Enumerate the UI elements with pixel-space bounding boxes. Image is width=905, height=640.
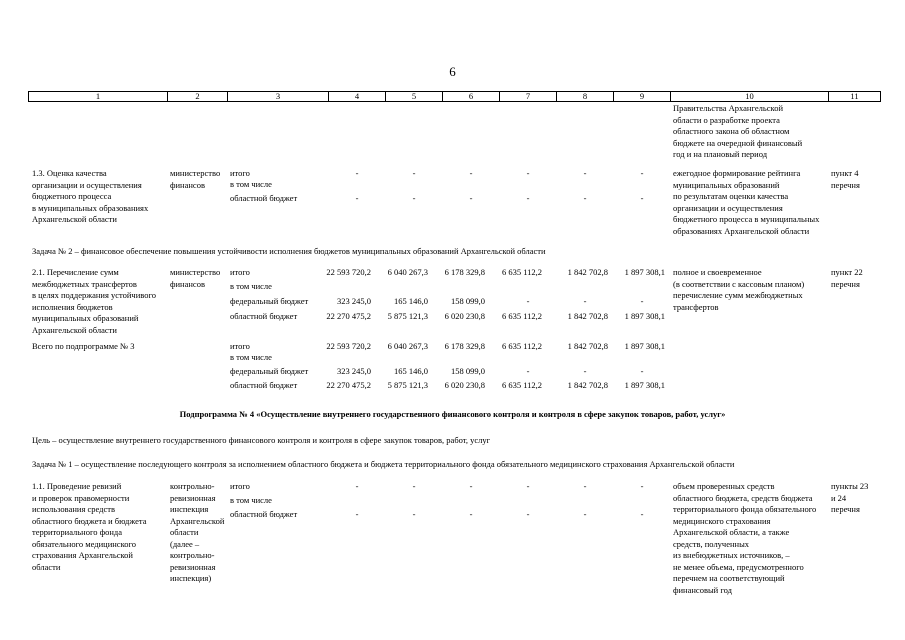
dash-cell: - bbox=[640, 509, 644, 519]
dash-cell: - bbox=[412, 509, 416, 519]
row-2-1-total-2017: 6 635 112,2 bbox=[501, 267, 542, 277]
row-1-3-source-total: итого bbox=[230, 168, 250, 178]
row-2-1-result: полное и своевременное (в соответствии с кассовым планом) перечисление сумм межбюджетных трансфертов bbox=[673, 267, 805, 312]
dash-cell: - bbox=[640, 481, 644, 491]
dash-cell: - bbox=[412, 168, 416, 178]
row-1-3-indicator: пункт 4 перечня bbox=[831, 168, 860, 190]
column-number: 5 bbox=[386, 92, 443, 102]
row-2-1-regional-2015: 5 875 121,3 bbox=[387, 311, 428, 321]
dash-cell: - bbox=[526, 168, 530, 178]
dash-cell: - bbox=[583, 168, 587, 178]
column-number-header bbox=[28, 91, 881, 102]
subprogram-3-total-label: Всего по подпрограмме № 3 bbox=[32, 341, 135, 351]
dash-cell: - bbox=[355, 193, 359, 203]
column-number: 11 bbox=[829, 92, 881, 102]
subtotal-federal-2014: 323 245,0 bbox=[337, 366, 371, 376]
row-2-1-total-2019: 1 897 308,1 bbox=[624, 267, 665, 277]
row-2-1-federal-2014: 323 245,0 bbox=[337, 296, 371, 306]
row-1-3-name: 1.3. Оценка качества организации и осуществления бюджетного процесса в муниципальных образованиях Архангельской области bbox=[32, 168, 149, 224]
subtotal-federal-2015: 165 146,0 bbox=[394, 366, 428, 376]
subtotal-source-total: итого bbox=[230, 341, 250, 351]
row-2-1-total-2014: 22 593 720,2 bbox=[326, 267, 371, 277]
task-2-heading: Задача № 2 – финансовое обеспечение повышения устойчивости исполнения бюджетов муниципальных образований Архангельской области bbox=[32, 246, 546, 256]
dash-cell: - bbox=[583, 193, 587, 203]
dash-cell: - bbox=[640, 168, 644, 178]
goal-heading: Цель – осуществление внутреннего государственного финансового контроля и контроля в сфере закупок товаров, работ, услуг bbox=[32, 435, 491, 445]
subtotal-federal-2016: 158 099,0 bbox=[451, 366, 485, 376]
dash-cell: - bbox=[412, 481, 416, 491]
row-1-1-source-regional: областной бюджет bbox=[230, 509, 298, 519]
dash-cell: - bbox=[583, 296, 587, 306]
row-2-1-name: 2.1. Перечисление сумм межбюджетных трансфертов в целях поддержания устойчивого исполнения бюджетов муниципальных образований Архангельской области bbox=[32, 267, 156, 335]
row-2-1-regional-2016: 6 020 230,8 bbox=[444, 311, 485, 321]
dash-cell: - bbox=[526, 193, 530, 203]
subtotal-source-federal: федеральный бюджет bbox=[230, 366, 309, 376]
subtotal-regional-2014: 22 270 475,2 bbox=[326, 380, 371, 390]
row-2-1-regional-2018: 1 842 702,8 bbox=[567, 311, 608, 321]
dash-cell: - bbox=[526, 481, 530, 491]
dash-cell: - bbox=[583, 481, 587, 491]
prev-row-result: Правительства Архангельской области о разработке проекта областного закона об областном бюджете на очередной финансовый год и на плановый период bbox=[673, 103, 803, 159]
dash-cell: - bbox=[469, 481, 473, 491]
row-1-3-source-incl: в том числе bbox=[230, 179, 272, 189]
row-1-3-result: ежегодное формирование рейтинга муниципальных образований по результатам оценки качества организации и осуществления бюджетного процесса в муниципальных образованиях Архангельской области bbox=[673, 168, 820, 236]
row-2-1-indicator: пункт 22 перечня bbox=[831, 267, 863, 289]
column-number: 2 bbox=[168, 92, 228, 102]
dash-cell: - bbox=[469, 168, 473, 178]
row-2-1-total-2018: 1 842 702,8 bbox=[567, 267, 608, 277]
row-1-1-result: объем проверенных средств областного бюджета, средств бюджета территориального фонда обязательного медицинского страхования Архангельской области, а также средств, полученных из внебюджетных источников, – не менее объема, предусмотренного перечнем на соответствующий финансовый год bbox=[673, 481, 817, 595]
row-1-1-source-total: итого bbox=[230, 481, 250, 491]
row-1-1-indicator: пункты 23 и 24 перечня bbox=[831, 481, 869, 514]
column-number: 8 bbox=[557, 92, 614, 102]
row-2-1-total-2016: 6 178 329,8 bbox=[444, 267, 485, 277]
row-1-1-name: 1.1. Проведение ревизий и проверок правомерности использования средств областного бюджета и бюджета территориального фонда обязательного медицинского страхования Архангельской области bbox=[32, 481, 147, 572]
task-1-heading: Задача № 1 – осуществление последующего контроля за исполнением областного бюджета и бюджета территориального фонда обязательного медицинского страхования Архангельской области bbox=[32, 459, 735, 469]
column-number: 9 bbox=[614, 92, 671, 102]
dash-cell: - bbox=[355, 168, 359, 178]
subtotal-source-regional: областной бюджет bbox=[230, 380, 298, 390]
row-2-1-source-regional: областной бюджет bbox=[230, 311, 298, 321]
subtotal-regional-2016: 6 020 230,8 bbox=[444, 380, 485, 390]
row-2-1-regional-2017: 6 635 112,2 bbox=[501, 311, 542, 321]
row-2-1-source-federal: федеральный бюджет bbox=[230, 296, 309, 306]
row-2-1-total-2015: 6 040 267,3 bbox=[387, 267, 428, 277]
dash-cell: - bbox=[640, 366, 644, 376]
row-2-1-federal-2015: 165 146,0 bbox=[394, 296, 428, 306]
dash-cell: - bbox=[526, 509, 530, 519]
subtotal-total-2016: 6 178 329,8 bbox=[444, 341, 485, 351]
row-2-1-federal-2016: 158 099,0 bbox=[451, 296, 485, 306]
row-2-1-source-total: итого bbox=[230, 267, 250, 277]
column-number: 7 bbox=[500, 92, 557, 102]
row-1-1-source-incl: в том числе bbox=[230, 495, 272, 505]
column-number: 6 bbox=[443, 92, 500, 102]
dash-cell: - bbox=[526, 296, 530, 306]
dash-cell: - bbox=[469, 509, 473, 519]
row-2-1-source-incl: в том числе bbox=[230, 281, 272, 291]
column-number: 1 bbox=[29, 92, 168, 102]
dash-cell: - bbox=[526, 366, 530, 376]
row-2-1-regional-2019: 1 897 308,1 bbox=[624, 311, 665, 321]
column-number: 4 bbox=[329, 92, 386, 102]
dash-cell: - bbox=[583, 366, 587, 376]
row-2-1-regional-2014: 22 270 475,2 bbox=[326, 311, 371, 321]
subtotal-total-2015: 6 040 267,3 bbox=[387, 341, 428, 351]
dash-cell: - bbox=[355, 509, 359, 519]
page-number: 6 bbox=[449, 64, 456, 79]
row-2-1-executor: министерство финансов bbox=[170, 267, 221, 289]
subtotal-total-2014: 22 593 720,2 bbox=[326, 341, 371, 351]
dash-cell: - bbox=[412, 193, 416, 203]
subtotal-regional-2018: 1 842 702,8 bbox=[567, 380, 608, 390]
column-number: 3 bbox=[228, 92, 329, 102]
row-1-3-executor: министерство финансов bbox=[170, 168, 221, 190]
subtotal-total-2017: 6 635 112,2 bbox=[501, 341, 542, 351]
dash-cell: - bbox=[469, 193, 473, 203]
dash-cell: - bbox=[583, 509, 587, 519]
subtotal-regional-2015: 5 875 121,3 bbox=[387, 380, 428, 390]
subtotal-source-incl: в том числе bbox=[230, 352, 272, 362]
dash-cell: - bbox=[640, 193, 644, 203]
dash-cell: - bbox=[355, 481, 359, 491]
subtotal-total-2018: 1 842 702,8 bbox=[567, 341, 608, 351]
row-1-1-executor: контрольно- ревизионная инспекция Архангельской области (далее – контрольно- ревизионная инспекция) bbox=[170, 481, 225, 583]
dash-cell: - bbox=[640, 296, 644, 306]
subprogram-4-title: Подпрограмма № 4 «Осуществление внутреннего государственного финансового контроля и контроля в сфере закупок товаров, работ, услуг» bbox=[179, 409, 726, 419]
subtotal-regional-2017: 6 635 112,2 bbox=[501, 380, 542, 390]
row-1-3-source-regional: областной бюджет bbox=[230, 193, 298, 203]
column-number: 10 bbox=[671, 92, 829, 102]
subtotal-regional-2019: 1 897 308,1 bbox=[624, 380, 665, 390]
subtotal-total-2019: 1 897 308,1 bbox=[624, 341, 665, 351]
